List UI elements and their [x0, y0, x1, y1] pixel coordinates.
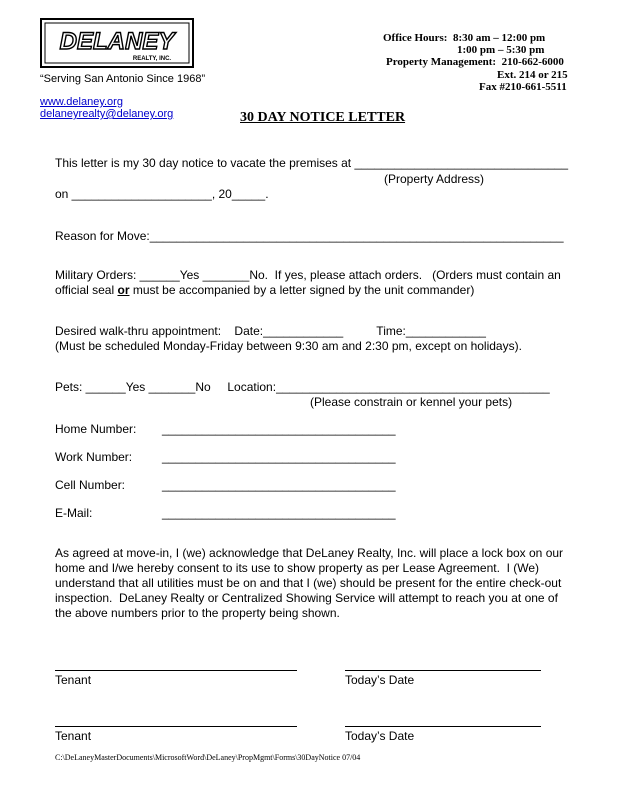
walkthru-schedule-note: (Must be scheduled Monday-Friday between 9:30 am and 2:30 pm, except on holidays).: [55, 339, 522, 353]
delaney-logo: [40, 18, 194, 68]
tenant-signature-line-1: [55, 670, 297, 671]
email-link[interactable]: delaneyrealty@delaney.org: [40, 108, 174, 120]
walkthru-appointment-line: Desired walk-thru appointment: Date:____________ Time:____________: [55, 324, 486, 338]
email-label: E-Mail:: [55, 506, 93, 520]
website-link[interactable]: www.delaney.org: [40, 96, 123, 108]
military-orders-line2: [55, 283, 474, 297]
date-signature-line-2: [345, 726, 541, 727]
phone-extension: Ext. 214 or 215: [497, 69, 568, 81]
reason-for-move-line: Reason for Move:______________________________________________________________: [55, 229, 564, 243]
tenant-label-2: Tenant: [55, 729, 92, 743]
tenant-label-1: Tenant: [55, 673, 92, 687]
pets-caption: (Please constrain or kennel your pets): [310, 395, 513, 409]
date-signature-line-1: [345, 670, 541, 671]
agreement-line-1: As agreed at move-in, I (we) acknowledge that DeLaney Realty, Inc. will place a lock box on our: [55, 546, 564, 560]
date-line: on _____________________, 20_____.: [55, 187, 269, 201]
agreement-line-4: inspection. DeLaney Realty or Centralized Showing Service will attempt to reach you at one of: [55, 591, 558, 605]
home-number-blank: ___________________________________: [162, 422, 396, 436]
work-number-label: Work Number:: [55, 450, 133, 464]
date-label-1: Today’s Date: [345, 673, 415, 687]
tagline: “Serving San Antonio Since 1968”: [40, 73, 206, 85]
military-orders-line: Military Orders: ______Yes _______No. If yes, please attach orders. (Orders must contain an: [55, 268, 561, 282]
home-number-label: Home Number:: [55, 422, 137, 436]
agreement-line-5: the above numbers prior to the property being shown.: [55, 606, 340, 620]
footer-file-path: C:\DeLaneyMasterDocuments\MicrosoftWord\DeLaney\PropMgmt\Forms\30DayNotice 07/04: [55, 753, 361, 762]
page-title: 30 DAY NOTICE LETTER: [240, 110, 406, 125]
cell-number-label: Cell Number:: [55, 478, 126, 492]
pets-line: Pets: ______Yes _______No Location:_________________________________________: [55, 380, 550, 394]
email-blank: ___________________________________: [162, 506, 396, 520]
military-text-b: must be accompanied by a letter signed by the unit commander): [129, 283, 475, 297]
intro-line: This letter is my 30 day notice to vacate the premises at ________________________________: [55, 156, 569, 170]
military-text-a: official seal: [55, 283, 118, 297]
agreement-line-3: understand that all utilities must be on and that I (we) should be present for the entire check-out: [55, 576, 562, 590]
date-label-2: Today’s Date: [345, 729, 415, 743]
logo-subtext: REALTY, INC.: [132, 56, 172, 62]
property-address-caption: (Property Address): [384, 172, 485, 186]
property-management-phone: Property Management: 210-662-6000: [386, 56, 564, 68]
agreement-line-2: home and I/we hereby consent to its use to show property as per Lease Agreement. I (We): [55, 561, 540, 575]
logo-wordmark: DELANEY: [59, 28, 175, 55]
fax-number: Fax #210-661-5511: [479, 81, 567, 93]
tenant-signature-line-2: [55, 726, 297, 727]
cell-number-blank: ___________________________________: [162, 478, 396, 492]
office-hours-line1: Office Hours: 8:30 am – 12:00 pm: [383, 32, 546, 44]
office-hours-line2: 1:00 pm – 5:30 pm: [457, 44, 545, 56]
work-number-blank: ___________________________________: [162, 450, 396, 464]
military-or-emphasis: or: [117, 283, 130, 297]
